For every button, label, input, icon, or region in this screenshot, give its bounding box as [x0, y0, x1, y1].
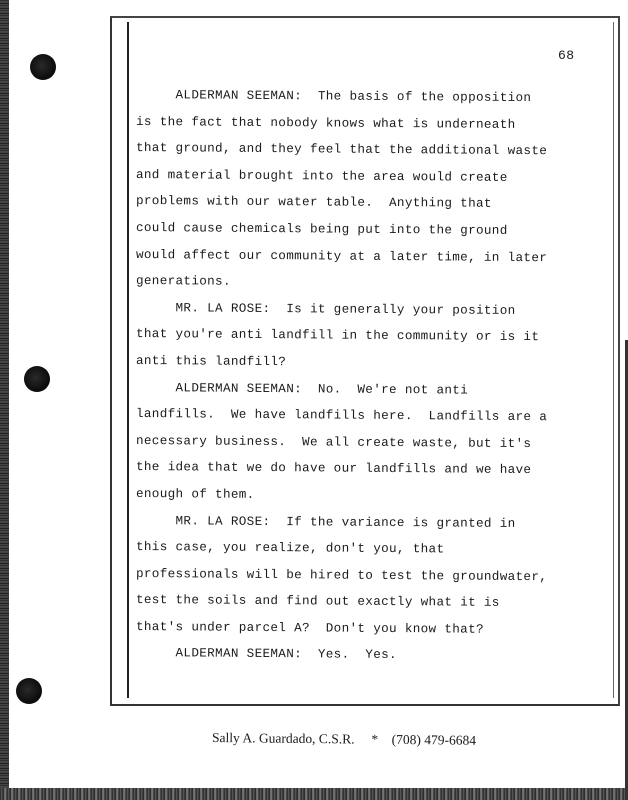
transcript-line: that ground, and they feel that the additional waste	[135, 141, 548, 159]
court-reporter-footer	[212, 730, 476, 749]
transcript-line: necessary business. We all create waste, but it's	[135, 433, 532, 451]
transcript-line: test the soils and find out exactly what it is	[135, 593, 500, 611]
transcript-line: generations.	[135, 274, 231, 289]
punch-hole-middle	[24, 366, 50, 392]
transcript-line: could cause chemicals being put into the ground	[135, 220, 508, 238]
transcript-line: would affect our community at a later time, in later	[135, 247, 548, 265]
transcript-line: that you're anti landfill in the community or is it	[135, 327, 540, 345]
transcript-line: professionals will be hired to test the groundwater,	[135, 566, 548, 584]
transcript-body	[136, 82, 576, 667]
reporter-phone: (708) 479-6684	[391, 731, 477, 748]
punch-hole-bottom	[16, 678, 42, 704]
transcript-line: ALDERMAN SEEMAN: The basis of the opposition	[135, 88, 532, 106]
transcript-line: enough of them.	[135, 486, 255, 502]
footer-separator: *	[371, 731, 379, 747]
transcript-line: problems with our water table. Anything that	[135, 194, 492, 212]
transcript-line: ALDERMAN SEEMAN: Yes. Yes.	[135, 646, 398, 663]
transcript-line: anti this landfill?	[135, 353, 287, 370]
reporter-name: Sally A. Guardado, C.S.R.	[211, 730, 355, 747]
transcript-line: this case, you realize, don't you, that	[135, 540, 445, 557]
transcript-line: MR. LA ROSE: If the variance is granted in	[135, 513, 516, 531]
transcript-line: MR. LA ROSE: Is it generally your position	[135, 300, 516, 318]
transcript-line: ALDERMAN SEEMAN: No. We're not anti	[135, 380, 469, 398]
transcript-line: that's under parcel A? Don't you know that?	[135, 619, 484, 637]
transcript-line: landfills. We have landfills here. Landfills are a	[135, 407, 548, 425]
transcript-line: is the fact that nobody knows what is underneath	[135, 114, 516, 132]
transcript-line: the idea that we do have our landfills and we have	[135, 460, 532, 478]
scan-bottom-edge	[0, 788, 628, 800]
scan-left-edge	[0, 0, 9, 800]
page-number: 68	[558, 48, 575, 63]
punch-hole-top	[30, 54, 56, 80]
transcript-line: and material brought into the area would create	[135, 167, 508, 185]
